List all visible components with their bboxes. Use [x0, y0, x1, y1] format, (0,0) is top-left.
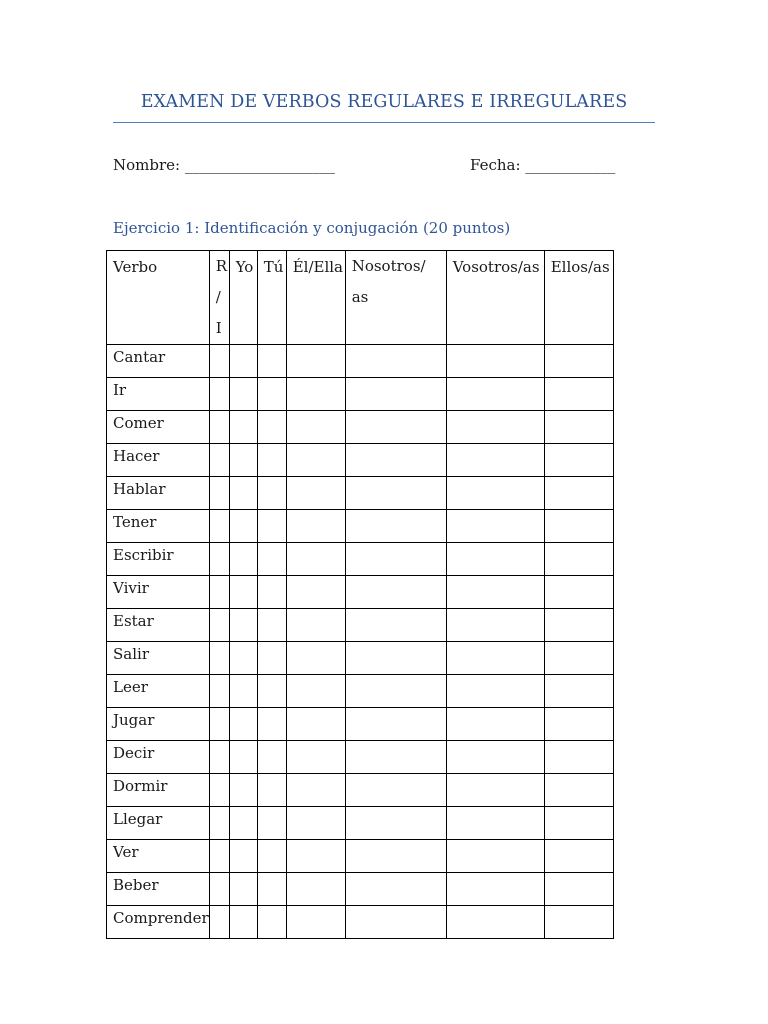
answer-cell-el-ella[interactable]: [286, 477, 345, 510]
answer-cell-el-ella[interactable]: [286, 675, 345, 708]
answer-cell-nosotros[interactable]: [345, 642, 446, 675]
answer-cell-el-ella[interactable]: [286, 378, 345, 411]
answer-cell-tu[interactable]: [257, 873, 286, 906]
answer-cell-el-ella[interactable]: [286, 807, 345, 840]
table-row: [107, 510, 614, 543]
verb-cell: Cantar: [107, 345, 210, 378]
header-verbo: Verbo: [107, 251, 210, 345]
answer-cell-el-ella[interactable]: [286, 840, 345, 873]
answer-cell-vosotros[interactable]: [446, 345, 544, 378]
answer-cell-vosotros[interactable]: [446, 906, 544, 939]
answer-cell-ri[interactable]: [209, 378, 229, 411]
answer-cell-el-ella[interactable]: [286, 642, 345, 675]
table-row: [107, 609, 614, 642]
answer-cell-ellos[interactable]: [544, 675, 613, 708]
header-ellos: Ellos/as: [544, 251, 613, 345]
table-row: [107, 345, 614, 378]
answer-cell-yo[interactable]: [229, 609, 257, 642]
verb-cell: Comprender: [107, 906, 210, 939]
answer-cell-yo[interactable]: [229, 378, 257, 411]
answer-cell-ri[interactable]: [209, 609, 229, 642]
answer-cell-ellos[interactable]: [544, 774, 613, 807]
header-ri-slash: /: [215, 288, 221, 306]
answer-cell-ellos[interactable]: [544, 576, 613, 609]
answer-cell-tu[interactable]: [257, 807, 286, 840]
answer-cell-yo[interactable]: [229, 576, 257, 609]
answer-cell-yo[interactable]: [229, 741, 257, 774]
verb-cell: Tener: [107, 510, 210, 543]
answer-cell-yo[interactable]: [229, 477, 257, 510]
table-row: [107, 675, 614, 708]
answer-cell-yo[interactable]: [229, 510, 257, 543]
header-nosotros-line2: as: [351, 288, 369, 306]
answer-cell-nosotros[interactable]: [345, 774, 446, 807]
table-header-row: [107, 251, 614, 345]
answer-cell-el-ella[interactable]: [286, 741, 345, 774]
page-title: EXAMEN DE VERBOS REGULARES E IRREGULARES: [140, 92, 628, 112]
answer-cell-el-ella[interactable]: [286, 411, 345, 444]
verb-cell: Ver: [107, 840, 210, 873]
answer-cell-vosotros[interactable]: [446, 444, 544, 477]
answer-cell-tu[interactable]: [257, 774, 286, 807]
answer-cell-yo[interactable]: [229, 543, 257, 576]
verb-rows: [107, 345, 614, 939]
answer-cell-el-ella[interactable]: [286, 444, 345, 477]
answer-cell-yo[interactable]: [229, 873, 257, 906]
answer-cell-nosotros[interactable]: [345, 708, 446, 741]
answer-cell-ri[interactable]: [209, 411, 229, 444]
verb-cell: Vivir: [107, 576, 210, 609]
answer-cell-vosotros[interactable]: [446, 477, 544, 510]
answer-cell-tu[interactable]: [257, 576, 286, 609]
answer-cell-nosotros[interactable]: [345, 345, 446, 378]
answer-cell-nosotros[interactable]: [345, 477, 446, 510]
answer-cell-ri[interactable]: [209, 807, 229, 840]
answer-cell-tu[interactable]: [257, 642, 286, 675]
table-row: [107, 708, 614, 741]
answer-cell-ri[interactable]: [209, 576, 229, 609]
answer-cell-tu[interactable]: [257, 906, 286, 939]
answer-cell-tu[interactable]: [257, 543, 286, 576]
answer-cell-vosotros[interactable]: [446, 675, 544, 708]
header-ri-r: R: [215, 257, 227, 275]
answer-cell-vosotros[interactable]: [446, 873, 544, 906]
verb-cell: Escribir: [107, 543, 210, 576]
header-yo: Yo: [229, 251, 257, 345]
answer-cell-ellos[interactable]: [544, 345, 613, 378]
title-underline: [113, 122, 655, 123]
answer-cell-ri[interactable]: [209, 873, 229, 906]
answer-cell-vosotros[interactable]: [446, 642, 544, 675]
answer-cell-vosotros[interactable]: [446, 774, 544, 807]
answer-cell-tu[interactable]: [257, 345, 286, 378]
answer-cell-ri[interactable]: [209, 675, 229, 708]
answer-cell-tu[interactable]: [257, 708, 286, 741]
header-ri-i: I: [215, 319, 222, 337]
answer-cell-ri[interactable]: [209, 840, 229, 873]
answer-cell-ellos[interactable]: [544, 609, 613, 642]
header-nosotros: [345, 251, 446, 345]
answer-cell-ri[interactable]: [209, 477, 229, 510]
table-row: [107, 807, 614, 840]
answer-cell-yo[interactable]: [229, 708, 257, 741]
table-row: [107, 906, 614, 939]
answer-cell-nosotros[interactable]: [345, 675, 446, 708]
answer-cell-el-ella[interactable]: [286, 543, 345, 576]
answer-cell-tu[interactable]: [257, 510, 286, 543]
answer-cell-el-ella[interactable]: [286, 609, 345, 642]
table-row: [107, 411, 614, 444]
answer-cell-el-ella[interactable]: [286, 873, 345, 906]
answer-cell-el-ella[interactable]: [286, 510, 345, 543]
answer-cell-nosotros[interactable]: [345, 543, 446, 576]
answer-cell-nosotros[interactable]: [345, 906, 446, 939]
table-row: [107, 378, 614, 411]
answer-cell-nosotros[interactable]: [345, 840, 446, 873]
answer-cell-ri[interactable]: [209, 345, 229, 378]
table-row: [107, 543, 614, 576]
answer-cell-nosotros[interactable]: [345, 576, 446, 609]
answer-cell-ellos[interactable]: [544, 477, 613, 510]
answer-cell-ellos[interactable]: [544, 543, 613, 576]
answer-cell-ellos[interactable]: [544, 840, 613, 873]
answer-cell-ri[interactable]: [209, 708, 229, 741]
answer-cell-vosotros[interactable]: [446, 576, 544, 609]
answer-cell-el-ella[interactable]: [286, 345, 345, 378]
verb-cell: Beber: [107, 873, 210, 906]
answer-cell-nosotros[interactable]: [345, 609, 446, 642]
table-row: [107, 741, 614, 774]
answer-cell-yo[interactable]: [229, 906, 257, 939]
table-row: [107, 477, 614, 510]
answer-cell-ellos[interactable]: [544, 642, 613, 675]
header-el-ella: Él/Ella: [286, 251, 345, 345]
answer-cell-tu[interactable]: [257, 378, 286, 411]
answer-cell-vosotros[interactable]: [446, 411, 544, 444]
answer-cell-nosotros[interactable]: [345, 807, 446, 840]
answer-cell-nosotros[interactable]: [345, 378, 446, 411]
verb-cell: Llegar: [107, 807, 210, 840]
table-row: [107, 444, 614, 477]
answer-cell-ellos[interactable]: [544, 708, 613, 741]
answer-cell-yo[interactable]: [229, 642, 257, 675]
answer-cell-ellos[interactable]: [544, 378, 613, 411]
answer-cell-vosotros[interactable]: [446, 543, 544, 576]
answer-cell-ellos[interactable]: [544, 444, 613, 477]
table-row: [107, 840, 614, 873]
answer-cell-yo[interactable]: [229, 444, 257, 477]
answer-cell-tu[interactable]: [257, 444, 286, 477]
answer-cell-nosotros[interactable]: [345, 411, 446, 444]
answer-cell-vosotros[interactable]: [446, 510, 544, 543]
answer-cell-ri[interactable]: [209, 774, 229, 807]
answer-cell-yo[interactable]: [229, 345, 257, 378]
answer-cell-tu[interactable]: [257, 609, 286, 642]
answer-cell-ri[interactable]: [209, 444, 229, 477]
exercise-heading: Ejercicio 1: Identificación y conjugación (20 puntos): [113, 219, 511, 237]
verb-cell: Decir: [107, 741, 210, 774]
verb-cell: Comer: [107, 411, 210, 444]
answer-cell-ellos[interactable]: [544, 411, 613, 444]
answer-cell-ellos[interactable]: [544, 741, 613, 774]
header-regular-irregular: [209, 251, 229, 345]
verb-conjugation-table: [106, 250, 614, 939]
answer-cell-el-ella[interactable]: [286, 774, 345, 807]
answer-cell-nosotros[interactable]: [345, 444, 446, 477]
table-row: [107, 774, 614, 807]
table-row: [107, 873, 614, 906]
verb-cell: Ir: [107, 378, 210, 411]
answer-cell-yo[interactable]: [229, 675, 257, 708]
answer-cell-ri[interactable]: [209, 741, 229, 774]
header-vosotros: Vosotros/as: [446, 251, 544, 345]
answer-cell-tu[interactable]: [257, 477, 286, 510]
table-row: [107, 642, 614, 675]
answer-cell-ri[interactable]: [209, 642, 229, 675]
answer-cell-nosotros[interactable]: [345, 510, 446, 543]
answer-cell-el-ella[interactable]: [286, 906, 345, 939]
verb-cell: Dormir: [107, 774, 210, 807]
answer-cell-yo[interactable]: [229, 411, 257, 444]
answer-cell-ellos[interactable]: [544, 510, 613, 543]
answer-cell-nosotros[interactable]: [345, 741, 446, 774]
name-field[interactable]: Nombre: ____________________: [113, 156, 335, 174]
table-row: [107, 576, 614, 609]
answer-cell-ellos[interactable]: [544, 807, 613, 840]
answer-cell-vosotros[interactable]: [446, 708, 544, 741]
answer-cell-tu[interactable]: [257, 675, 286, 708]
answer-cell-ellos[interactable]: [544, 906, 613, 939]
answer-cell-vosotros[interactable]: [446, 378, 544, 411]
answer-cell-vosotros[interactable]: [446, 741, 544, 774]
verb-cell: Hablar: [107, 477, 210, 510]
verb-cell: Salir: [107, 642, 210, 675]
answer-cell-ellos[interactable]: [544, 873, 613, 906]
answer-cell-yo[interactable]: [229, 840, 257, 873]
answer-cell-ri[interactable]: [209, 510, 229, 543]
answer-cell-ri[interactable]: [209, 543, 229, 576]
header-nosotros-line1: Nosotros/: [351, 257, 426, 275]
answer-cell-vosotros[interactable]: [446, 807, 544, 840]
verb-cell: Leer: [107, 675, 210, 708]
answer-cell-tu[interactable]: [257, 840, 286, 873]
answer-cell-vosotros[interactable]: [446, 840, 544, 873]
verb-cell: Jugar: [107, 708, 210, 741]
date-field[interactable]: Fecha: ____________: [470, 156, 616, 174]
answer-cell-yo[interactable]: [229, 807, 257, 840]
header-tu: Tú: [257, 251, 286, 345]
answer-cell-tu[interactable]: [257, 741, 286, 774]
answer-cell-el-ella[interactable]: [286, 576, 345, 609]
answer-cell-nosotros[interactable]: [345, 873, 446, 906]
answer-cell-vosotros[interactable]: [446, 609, 544, 642]
answer-cell-el-ella[interactable]: [286, 708, 345, 741]
answer-cell-yo[interactable]: [229, 774, 257, 807]
answer-cell-tu[interactable]: [257, 411, 286, 444]
verb-cell: Estar: [107, 609, 210, 642]
answer-cell-ri[interactable]: [209, 906, 229, 939]
verb-cell: Hacer: [107, 444, 210, 477]
